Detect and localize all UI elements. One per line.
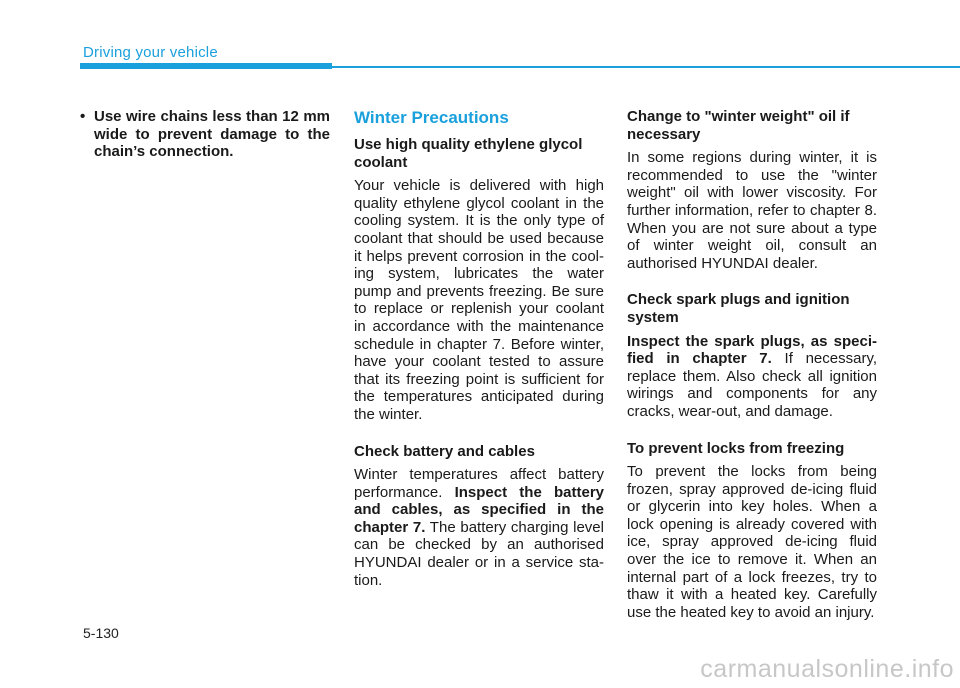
spark-plugs-body [627, 333, 877, 421]
column-1 [80, 108, 330, 161]
battery-body-emphasis: Inspect the battery and cables, as specified in the chapter 7. [354, 483, 604, 536]
bullet-dot: • [80, 108, 86, 125]
bullet-item [80, 108, 330, 161]
section-title-winter-precautions: Winter Precautions [354, 108, 509, 127]
watermark: carmanualsonline.info [700, 655, 954, 683]
locks-body: To prevent the locks from being frozen, spray approved de-icing fluid or glycerin into key holes. When a lock opening is already covered with ice, spray approved de-icing fluid over the ice to remove it. When an internal part of a lock freezes, try to thaw it with a heated key. Carefully use the heated key to avoid an injury. [627, 463, 877, 621]
battery-body-intro: Winter temperatures affect battery performance. [354, 466, 604, 501]
battery-body-rest: The battery charging level can be checked by an authorised HYUNDAI dealer or in a service sta-tion. [354, 518, 604, 589]
battery-body [354, 466, 604, 589]
oil-heading: Change to "winter weight" oil if necessary [627, 108, 850, 143]
column-2 [354, 108, 604, 608]
header-rule [332, 66, 960, 68]
header-accent-bar [80, 63, 332, 69]
bullet-text: Use wire chains less than 12 mm wide to prevent damage to the chain’s connection. [94, 108, 330, 161]
section-header-title: Driving your vehicle [83, 44, 218, 61]
oil-body: In some regions during winter, it is recommended to use the "winter weight" oil with lower viscosity. For further information, refer to chapter 8. When you are not sure about a type of winter weight oil, consult an authorised HYUNDAI dealer. [627, 149, 877, 272]
column-3 [627, 108, 877, 640]
spark-plugs-emphasis: Inspect the spark plugs, as speci-fied in chapter 7. [627, 332, 877, 368]
page-number: 5-130 [83, 625, 119, 641]
locks-heading: To prevent locks from freezing [627, 439, 845, 457]
battery-heading: Check battery and cables [354, 442, 535, 460]
coolant-heading: Use high quality ethylene glycol coolant [354, 136, 583, 171]
coolant-body: Your vehicle is delivered with high quality ethylene glycol coolant in the cooling system. It is the only type of coolant that should be used because it helps prevent corrosion in the cool-ing system, lubricates the water pump and prevents freezing. Be sure to replace or replenish your coolant in accordance with the maintenance schedule in chapter 7. Before winter, have your coolant tested to assure that its freezing point is sufficient for the temperatures anticipated during the winter. [354, 177, 604, 423]
spark-plugs-heading: Check spark plugs and ignition system [627, 291, 850, 326]
spark-plugs-rest: If necessary, replace them. Also check all ignition wirings and components for any cracks, wear-out, and damage. [627, 350, 877, 420]
